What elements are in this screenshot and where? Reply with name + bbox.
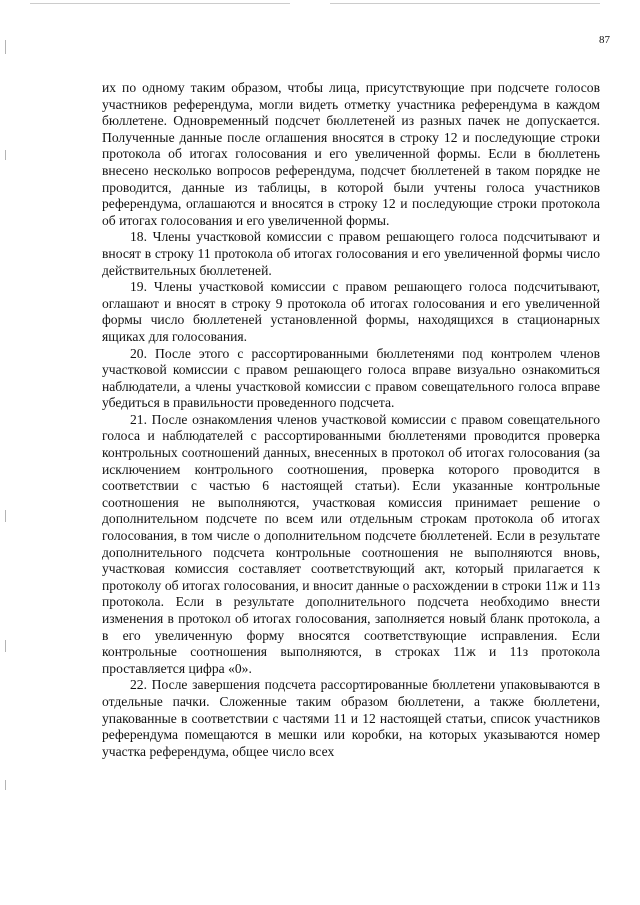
scan-artifact-left (5, 640, 6, 652)
scan-artifact-top (330, 3, 600, 4)
scan-artifact-left (5, 780, 6, 790)
scan-artifact-left (5, 510, 6, 522)
scan-artifact-top (30, 3, 290, 4)
paragraph-20: 20. После этого с рассортированными бюллетенями под контролем членов участковой комиссии с правом решающего голоса вправе визуально ознакомиться наблюдатели, а члены участковой комиссии с правом совещательного голоса вправе убедиться в правильности проведенного подсчета. (102, 345, 600, 411)
paragraph-19: 19. Члены участковой комиссии с правом решающего голоса подсчитывают, оглашают и вносят в строку 9 протокола об итогах голосования и его увеличенной формы число бюллетеней установленной формы, находящихся в стационарных ящиках для голосования. (102, 279, 600, 344)
scan-artifact-left (5, 40, 6, 54)
page-number: 87 (599, 34, 610, 46)
paragraph-18: 18. Члены участковой комиссии с правом решающего голоса подсчитывают и вносят в строку 11 протокола об итогах голосования и его увеличенной формы число действительных бюллетеней. (102, 229, 600, 278)
paragraph-22: 22. После завершения подсчета рассортированные бюллетени упаковываются в отдельные пачки. Сложенные таким образом бюллетени, а также бюллетени, упакованные в соответствии с частями 11 и 12 настоящей статьи, список участников референдума помещаются в мешки или коробки, на которых указываются номер участка референдума, общее число всех (102, 677, 600, 759)
document-body (102, 80, 600, 760)
paragraph-continuation: их по одному таким образом, чтобы лица, присутствующие при подсчете голосов участников референдума, могли видеть отметку участника референдума в каждом бюллетене. Одновременный подсчет бюллетеней из разных пачек не допускается. Полученные данные после оглашения вносятся в строку 12 и последующие строки протокола об итогах голосования и его увеличенной формы. Если в бюллетень внесено несколько вопросов референдума, подсчет бюллетеней в таком порядке не проводится, данные из таблицы, в которой были учтены голоса участников референдума, оглашаются и вносятся в строку 12 и последующие строки протокола об итогах голосования и его увеличенной формы. (102, 80, 600, 228)
paragraph-21: 21. После ознакомления членов участковой комиссии с правом совещательного голоса и наблюдателей с рассортированными бюллетенями проводится проверка контрольных соотношений данных, внесенных в протокол об итогах голосования (за исключением контрольного соотношения, проверка которого проводится в соответствии с частью 6 настоящей статьи). Если указанные контрольные соотношения не выполняются, участковая комиссия принимает решение о дополнительном подсчете по всем или отдельным строкам протокола об итогах голосования, в том числе о дополнительном подсчете бюллетеней. Если в результате дополнительного подсчета контрольные соотношения не выполняются вновь, участковая комиссия составляет соответствующий акт, который прилагается к протоколу об итогах голосования, и вносит данные о расхождении в строки 11ж и 11з протокола. Если в результате дополнительного подсчета необходимо внести изменения в протокол об итогах голосования, заполняется новый бланк протокола, а в его увеличенную форму вносятся соответствующие исправления. Если контрольные соотношения выполняются, в строках 11ж и 11з протокола проставляется цифра «0». (102, 411, 600, 676)
scan-artifact-left (5, 150, 6, 160)
